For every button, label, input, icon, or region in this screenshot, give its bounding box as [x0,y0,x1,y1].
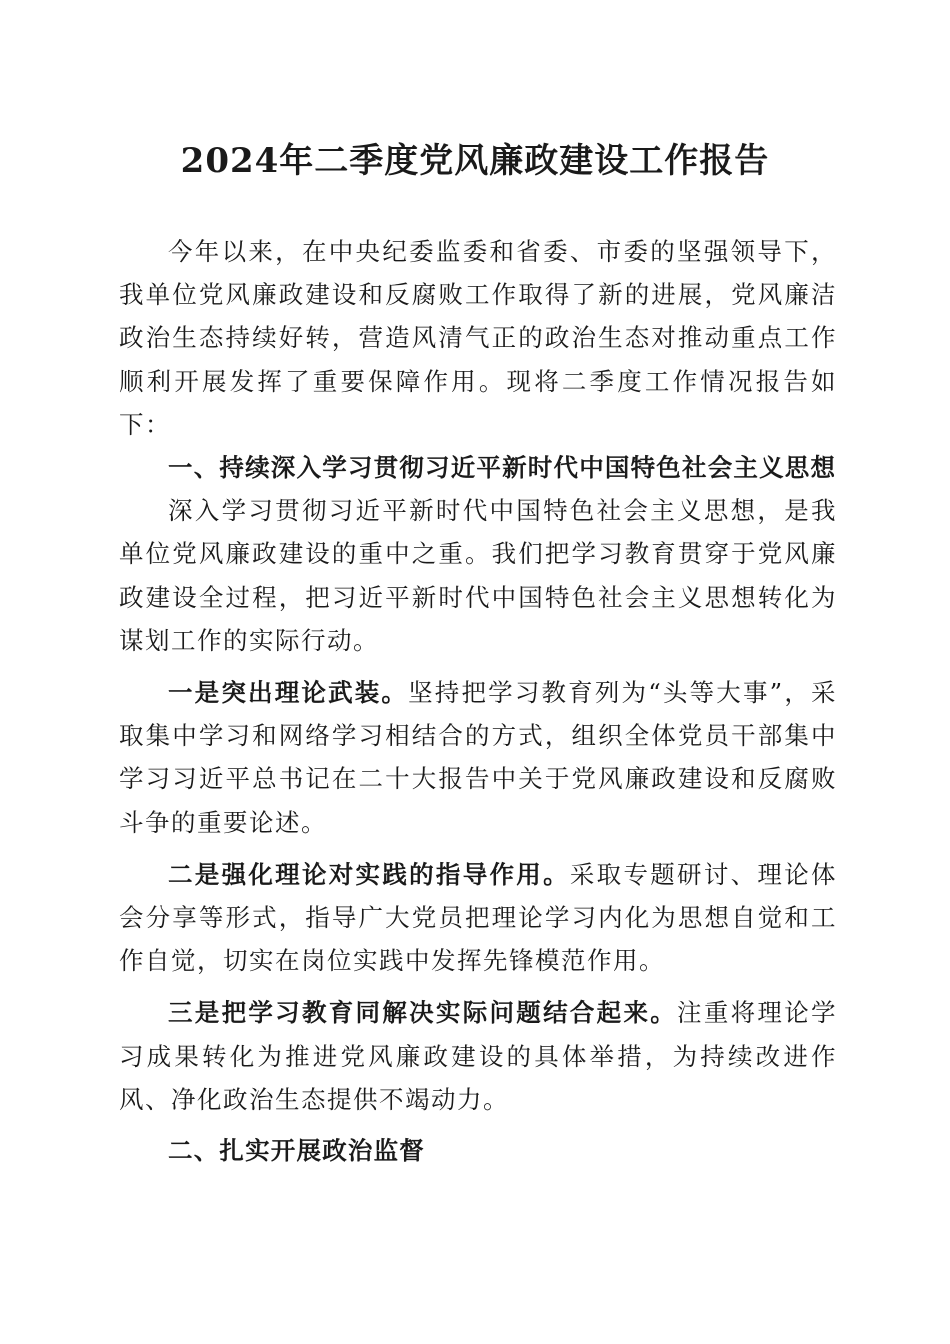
point-3-lead: 三是把学习教育同解决实际问题结合起来。 [168,998,678,1028]
point-1-lead: 一是突出理论武装。 [168,678,409,708]
section-1-point-1 [119,671,837,844]
point-2-text: 采取专题研讨、理论体会分享等形式，指导广大党员把理论学习内化为思想自觉和工作自觉，切实在岗位实践中发挥先锋模范作用。 [119,859,837,976]
intro-paragraph: 今年以来，在中央纪委监委和省委、市委的坚强领导下，我单位党风廉政建设和反腐败工作取得了新的进展，党风廉洁政治生态持续好转，营造风清气正的政治生态对推动重点工作顺利开展发挥了重要保障作用。现将二季度工作情况报告如下： [119,237,837,439]
section-1-point-2 [119,853,837,983]
point-2-lead: 二是强化理论对实践的指导作用。 [168,859,570,889]
point-3-text: 注重将理论学习成果转化为推进党风廉政建设的具体举措，为持续改进作风、净化政治生态提供不竭动力。 [119,998,838,1114]
document-title: 2024年二季度党风廉政建设工作报告 [180,141,770,181]
document-body [119,230,837,1172]
point-1-text: 坚持把学习教育列为“头等大事”，采取集中学习和网络学习相结合的方式，组织全体党员干部集中学习习近平总书记在二十大报告中关于党风廉政建设和反腐败斗争的重要论述。 [119,678,837,837]
section-1-heading: 一、持续深入学习贯彻习近平新时代中国特色社会主义思想 [168,453,837,483]
section-2-heading: 二、扎实开展政治监督 [168,1136,425,1166]
section-1-paragraph: 深入学习贯彻习近平新时代中国特色社会主义思想，是我单位党风廉政建设的重中之重。我们把学习教育贯穿于党风廉政建设全过程，把习近平新时代中国特色社会主义思想转化为谋划工作的实际行动。 [119,496,837,655]
section-1-point-3 [119,991,837,1121]
